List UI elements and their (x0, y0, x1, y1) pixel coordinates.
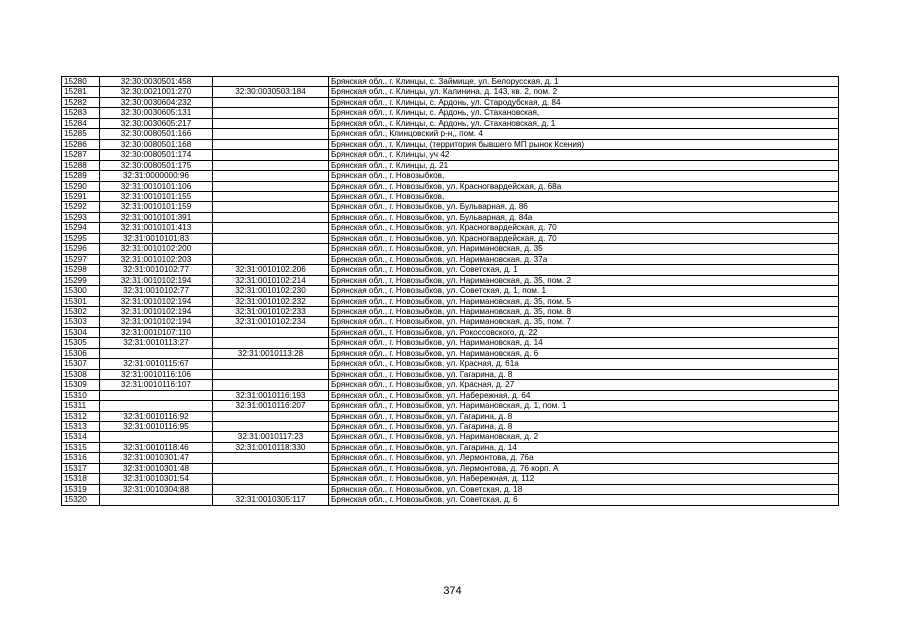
address-cell: Брянская обл., г. Новозыбков, ул. Лермонтова, д. 76 корп. А (329, 463, 839, 473)
cadastral-number-cell: 32:31:0010101:155 (100, 191, 213, 201)
table-row (62, 442, 839, 452)
address-cell: Брянская обл., г. Клинцы, д. 21 (329, 160, 839, 170)
address-cell: Брянская обл., г. Новозыбков, ул. Советская, д. 6 (329, 495, 839, 505)
row-number-cell: 15295 (62, 233, 100, 243)
table-row (62, 401, 839, 411)
linked-cadastral-number-cell (213, 359, 329, 369)
address-cell: Брянская обл., г. Клинцы, с. Ардонь, ул. Стахановская, (329, 108, 839, 118)
cadastral-number-cell: 32:31:0010101:159 (100, 202, 213, 212)
linked-cadastral-number-cell (213, 233, 329, 243)
address-cell: Брянская обл., г. Новозыбков, ул. Лермонтова, д. 76а (329, 453, 839, 463)
cadastral-number-cell (100, 401, 213, 411)
row-number-cell: 15293 (62, 212, 100, 222)
cadastral-number-cell: 32:31:0010301:47 (100, 453, 213, 463)
row-number-cell: 15307 (62, 359, 100, 369)
linked-cadastral-number-cell: 32:31:0010102:232 (213, 296, 329, 306)
cadastral-number-cell: 32:31:0010102:194 (100, 306, 213, 316)
table-row (62, 233, 839, 243)
address-cell: Брянская обл., г. Новозыбков, ул. Наримановская, д. 1, пом. 1 (329, 401, 839, 411)
row-number-cell: 15302 (62, 306, 100, 316)
linked-cadastral-number-cell (213, 97, 329, 107)
cadastral-number-cell: 32:31:0010102:200 (100, 244, 213, 254)
cadastral-number-cell: 32:30:0030605:131 (100, 108, 213, 118)
row-number-cell: 15291 (62, 191, 100, 201)
address-cell: Брянская обл., г. Новозыбков, ул. Советская, д. 1 (329, 265, 839, 275)
table-row (62, 129, 839, 139)
address-cell: Брянская обл., г. Новозыбков, ул. Набережная, д. 112 (329, 474, 839, 484)
address-cell: Брянская обл., г. Новозыбков, ул. Наримановская, д. 37а (329, 254, 839, 264)
table-body (62, 77, 839, 506)
cadastral-number-cell: 32:30:0030604:232 (100, 97, 213, 107)
cadastral-number-cell: 32:31:0010101:391 (100, 212, 213, 222)
address-cell: Брянская обл., г. Новозыбков, ул. Советская, д. 18 (329, 484, 839, 494)
table-row (62, 296, 839, 306)
table-row (62, 118, 839, 128)
cadastral-number-cell: 32:30:0080501:175 (100, 160, 213, 170)
linked-cadastral-number-cell: 32:31:0010305:117 (213, 495, 329, 505)
row-number-cell: 15286 (62, 139, 100, 149)
cadastral-number-cell: 32:31:0010301:54 (100, 474, 213, 484)
row-number-cell: 15318 (62, 474, 100, 484)
linked-cadastral-number-cell (213, 411, 329, 421)
table-row (62, 286, 839, 296)
row-number-cell: 15299 (62, 275, 100, 285)
address-cell: Брянская обл., г. Новозыбков, ул. Гагарина, д. 14 (329, 442, 839, 452)
linked-cadastral-number-cell (213, 338, 329, 348)
table-row (62, 223, 839, 233)
address-cell: Брянская обл., г. Новозыбков, ул. Рокоссовского, д. 22 (329, 327, 839, 337)
linked-cadastral-number-cell (213, 129, 329, 139)
table-row (62, 275, 839, 285)
row-number-cell: 15301 (62, 296, 100, 306)
linked-cadastral-number-cell (213, 369, 329, 379)
table-row (62, 390, 839, 400)
row-number-cell: 15290 (62, 181, 100, 191)
table-row (62, 306, 839, 316)
linked-cadastral-number-cell: 32:31:0010116:193 (213, 390, 329, 400)
row-number-cell: 15305 (62, 338, 100, 348)
address-cell: Брянская обл., г. Клинцы, с. Ардонь, ул. Стародубская, д. 84 (329, 97, 839, 107)
table-row (62, 317, 839, 327)
table-row (62, 432, 839, 442)
linked-cadastral-number-cell: 32:31:0010102:234 (213, 317, 329, 327)
linked-cadastral-number-cell (213, 202, 329, 212)
page-number: 374 (443, 585, 462, 597)
address-cell: Брянская обл., г. Новозыбков, ул. Бульварная, д. 86 (329, 202, 839, 212)
row-number-cell: 15289 (62, 171, 100, 181)
address-cell: Брянская обл., г. Новозыбков, ул. Наримановская, д. 35, пом. 5 (329, 296, 839, 306)
cadastral-number-cell: 32:31:0010101:106 (100, 181, 213, 191)
address-cell: Брянская обл., г. Новозыбков, ул. Красногвардейская, д. 68а (329, 181, 839, 191)
address-cell: Брянская обл., г. Новозыбков, ул. Наримановская, д. 2 (329, 432, 839, 442)
address-cell: Брянская обл., г. Новозыбков, ул. Бульварная, д. 84а (329, 212, 839, 222)
address-cell: Брянская обл., г. Новозыбков, ул. Гагарина, д. 8 (329, 369, 839, 379)
row-number-cell: 15300 (62, 286, 100, 296)
linked-cadastral-number-cell (213, 108, 329, 118)
property-register-table (61, 76, 839, 506)
table-row (62, 108, 839, 118)
row-number-cell: 15280 (62, 77, 100, 87)
linked-cadastral-number-cell (213, 160, 329, 170)
address-cell: Брянская обл., г. Клинцы, с. Займище, ул. Белорусская, д. 1 (329, 77, 839, 87)
table-row (62, 181, 839, 191)
cadastral-number-cell: 32:31:0010102:194 (100, 296, 213, 306)
table-row (62, 338, 839, 348)
table-row (62, 139, 839, 149)
address-cell: Брянская обл., г. Клинцы, уч 42 (329, 150, 839, 160)
linked-cadastral-number-cell: 32:31:0010102:206 (213, 265, 329, 275)
row-number-cell: 15288 (62, 160, 100, 170)
linked-cadastral-number-cell (213, 453, 329, 463)
cadastral-number-cell: 32:31:0010301:48 (100, 463, 213, 473)
table-row (62, 474, 839, 484)
row-number-cell: 15309 (62, 380, 100, 390)
address-cell: Брянская обл., г. Новозыбков, ул. Наримановская, д. 35, пом. 8 (329, 306, 839, 316)
cadastral-number-cell (100, 432, 213, 442)
table-row (62, 171, 839, 181)
cadastral-number-cell: 32:31:0010118:46 (100, 442, 213, 452)
address-cell: Брянская обл., г. Новозыбков, ул. Красная, д. 27 (329, 380, 839, 390)
table-row (62, 411, 839, 421)
address-cell: Брянская обл., г. Новозыбков, ул. Гагарина, д. 8 (329, 421, 839, 431)
cadastral-number-cell: 32:31:0010113:27 (100, 338, 213, 348)
linked-cadastral-number-cell (213, 191, 329, 201)
cadastral-number-cell: 32:30:0080501:168 (100, 139, 213, 149)
linked-cadastral-number-cell (213, 380, 329, 390)
row-number-cell: 15285 (62, 129, 100, 139)
table-row (62, 254, 839, 264)
linked-cadastral-number-cell (213, 223, 329, 233)
cadastral-number-cell: 32:30:0030501:458 (100, 77, 213, 87)
table-row (62, 369, 839, 379)
row-number-cell: 15298 (62, 265, 100, 275)
address-cell: Брянская обл., г. Новозыбков, (329, 191, 839, 201)
cadastral-number-cell: 32:31:0010304:88 (100, 484, 213, 494)
cadastral-number-cell: 32:31:0010116:92 (100, 411, 213, 421)
address-cell: Брянская обл., г. Новозыбков, ул. Наримановская, д. 35 (329, 244, 839, 254)
table-row (62, 265, 839, 275)
row-number-cell: 15287 (62, 150, 100, 160)
linked-cadastral-number-cell: 32:31:0010102:214 (213, 275, 329, 285)
row-number-cell: 15314 (62, 432, 100, 442)
linked-cadastral-number-cell (213, 171, 329, 181)
cadastral-number-cell: 32:31:0010115:67 (100, 359, 213, 369)
cadastral-number-cell: 32:31:0010101:83 (100, 233, 213, 243)
row-number-cell: 15319 (62, 484, 100, 494)
linked-cadastral-number-cell: 32:31:0010113:28 (213, 348, 329, 358)
cadastral-number-cell: 32:31:0010102:77 (100, 286, 213, 296)
row-number-cell: 15311 (62, 401, 100, 411)
cadastral-number-cell: 32:30:0080501:174 (100, 150, 213, 160)
address-cell: Брянская обл., г. Клинцы, с. Ардонь, ул. Стахановская, д. 1 (329, 118, 839, 128)
cadastral-number-cell: 32:31:0010101:413 (100, 223, 213, 233)
linked-cadastral-number-cell (213, 139, 329, 149)
linked-cadastral-number-cell: 32:31:0010102:233 (213, 306, 329, 316)
linked-cadastral-number-cell (213, 421, 329, 431)
row-number-cell: 15310 (62, 390, 100, 400)
row-number-cell: 15296 (62, 244, 100, 254)
cadastral-number-cell: 32:31:0010102:194 (100, 275, 213, 285)
cadastral-number-cell: 32:31:0010102:77 (100, 265, 213, 275)
table-row (62, 495, 839, 505)
cadastral-number-cell: 32:31:0010116:106 (100, 369, 213, 379)
table-row (62, 453, 839, 463)
row-number-cell: 15317 (62, 463, 100, 473)
linked-cadastral-number-cell (213, 244, 329, 254)
linked-cadastral-number-cell (213, 118, 329, 128)
table-row (62, 212, 839, 222)
linked-cadastral-number-cell: 32:30:0030503:184 (213, 87, 329, 97)
address-cell: Брянская обл., г. Новозыбков, ул. Наримановская, д. 6 (329, 348, 839, 358)
row-number-cell: 15281 (62, 87, 100, 97)
cadastral-number-cell: 32:31:0010116:107 (100, 380, 213, 390)
row-number-cell: 15303 (62, 317, 100, 327)
cadastral-number-cell (100, 495, 213, 505)
address-cell: Брянская обл., г. Новозыбков, ул. Гагарина, д. 8 (329, 411, 839, 421)
cadastral-number-cell: 32:31:0010116:95 (100, 421, 213, 431)
table-row (62, 77, 839, 87)
address-cell: Брянская обл., г. Новозыбков, ул. Набережная, д. 64 (329, 390, 839, 400)
cadastral-number-cell: 32:31:0010102:194 (100, 317, 213, 327)
row-number-cell: 15312 (62, 411, 100, 421)
cadastral-number-cell (100, 390, 213, 400)
linked-cadastral-number-cell (213, 212, 329, 222)
linked-cadastral-number-cell (213, 484, 329, 494)
table-row (62, 463, 839, 473)
row-number-cell: 15284 (62, 118, 100, 128)
linked-cadastral-number-cell (213, 77, 329, 87)
cadastral-number-cell: 32:31:0000000:96 (100, 171, 213, 181)
linked-cadastral-number-cell: 32:31:0010117:23 (213, 432, 329, 442)
address-cell: Брянская обл., г. Новозыбков, ул. Наримановская, д. 35, пом. 2 (329, 275, 839, 285)
row-number-cell: 15320 (62, 495, 100, 505)
linked-cadastral-number-cell (213, 474, 329, 484)
cadastral-number-cell: 32:30:0080501:166 (100, 129, 213, 139)
table-row (62, 348, 839, 358)
linked-cadastral-number-cell (213, 327, 329, 337)
table-row (62, 327, 839, 337)
address-cell: Брянская обл., г. Новозыбков, ул. Красногвардейская, д. 70 (329, 233, 839, 243)
table-row (62, 160, 839, 170)
address-cell: Брянская обл., г. Клинцы, (территория бывшего МП рынок Ксения) (329, 139, 839, 149)
address-cell: Брянская обл., г. Новозыбков, ул. Красногвардейская, д. 70 (329, 223, 839, 233)
address-cell: Брянская обл., Клинцовский р-н,, пом. 4 (329, 129, 839, 139)
row-number-cell: 15297 (62, 254, 100, 264)
cadastral-number-cell: 32:31:0010102:203 (100, 254, 213, 264)
linked-cadastral-number-cell (213, 463, 329, 473)
table-row (62, 484, 839, 494)
cadastral-number-cell: 32:30:0030605:217 (100, 118, 213, 128)
linked-cadastral-number-cell: 32:31:0010102:230 (213, 286, 329, 296)
table-row (62, 87, 839, 97)
address-cell: Брянская обл., г. Новозыбков, ул. Наримановская, д. 35, пом. 7 (329, 317, 839, 327)
row-number-cell: 15282 (62, 97, 100, 107)
row-number-cell: 15306 (62, 348, 100, 358)
table-row (62, 359, 839, 369)
cadastral-number-cell: 32:31:0010107:110 (100, 327, 213, 337)
linked-cadastral-number-cell: 32:31:0010118:330 (213, 442, 329, 452)
row-number-cell: 15316 (62, 453, 100, 463)
row-number-cell: 15308 (62, 369, 100, 379)
address-cell: Брянская обл., г. Новозыбков, ул. Наримановская, д. 14 (329, 338, 839, 348)
table-row (62, 244, 839, 254)
address-cell: Брянская обл., г. Новозыбков, ул. Красная, д. 61а (329, 359, 839, 369)
row-number-cell: 15294 (62, 223, 100, 233)
row-number-cell: 15313 (62, 421, 100, 431)
table-row (62, 150, 839, 160)
address-cell: Брянская обл., г. Клинцы, ул. Калинина, д. 143, кв. 2, пом. 2 (329, 87, 839, 97)
linked-cadastral-number-cell: 32:31:0010116:207 (213, 401, 329, 411)
row-number-cell: 15292 (62, 202, 100, 212)
table-row (62, 202, 839, 212)
linked-cadastral-number-cell (213, 150, 329, 160)
address-cell: Брянская обл., г. Новозыбков, (329, 171, 839, 181)
row-number-cell: 15304 (62, 327, 100, 337)
address-cell: Брянская обл., г. Новозыбков, ул. Советская, д. 1, пом. 1 (329, 286, 839, 296)
linked-cadastral-number-cell (213, 181, 329, 191)
table-row (62, 191, 839, 201)
table-row (62, 97, 839, 107)
row-number-cell: 15315 (62, 442, 100, 452)
row-number-cell: 15283 (62, 108, 100, 118)
table-row (62, 421, 839, 431)
table-row (62, 380, 839, 390)
linked-cadastral-number-cell (213, 254, 329, 264)
cadastral-number-cell: 32:30:0021001:270 (100, 87, 213, 97)
cadastral-number-cell (100, 348, 213, 358)
